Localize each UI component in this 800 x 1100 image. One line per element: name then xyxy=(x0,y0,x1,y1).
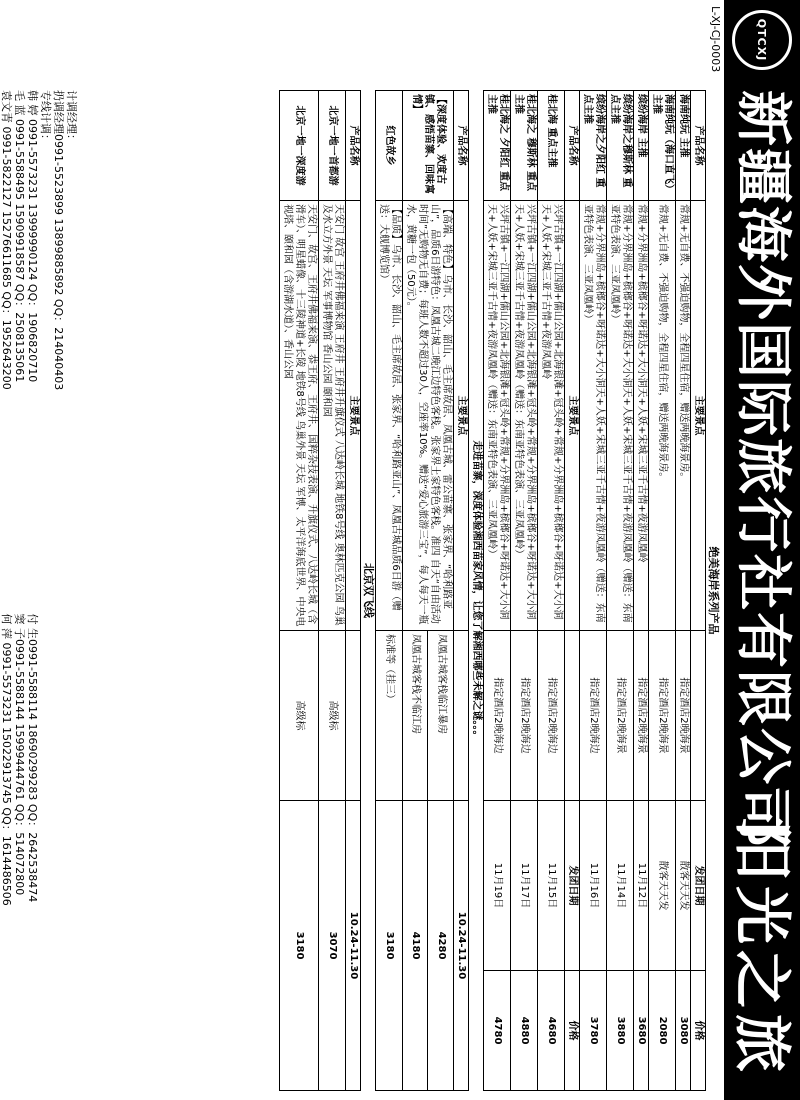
price: 4280 xyxy=(428,801,454,1091)
hotel: 指定酒店2晚海边 xyxy=(580,631,607,801)
price: 3070 xyxy=(319,801,346,1091)
product-name: 红色故乡 xyxy=(376,91,403,201)
header-cell: 产品名称 xyxy=(565,91,580,201)
contact-line: 毛 蓝 0991-5588495 15909918587 QQ：2508135061 xyxy=(13,90,26,383)
table-header-row xyxy=(346,91,361,1091)
doc-code: L-XJ-CJ-0003 xyxy=(709,6,722,73)
product-name: 缤纷海岸之穆斯林 重点主推 xyxy=(607,91,634,201)
manager-label: 计调经理： xyxy=(65,90,78,145)
header-cell: 主要景点 xyxy=(691,201,706,631)
table-row xyxy=(376,91,403,1091)
departure-date: 11月12日 xyxy=(634,801,649,971)
table-row xyxy=(428,91,454,1091)
product-name: 海南纯玩（海口直飞）主推 xyxy=(649,91,676,201)
hotel: 指定酒店2晚海景 xyxy=(607,631,634,801)
table-row xyxy=(319,91,346,1091)
product-name: 海南纯玩 主推 xyxy=(676,91,691,201)
hotel: 指定酒店2晚海景 xyxy=(634,631,649,801)
hotel: 标准等（挂三） xyxy=(376,631,403,801)
product-name: 桂北海之 穆斯林 重点主推 xyxy=(511,91,538,201)
table-row xyxy=(580,91,607,1091)
departure-date: 散客天天发 xyxy=(649,801,676,971)
price: 3180 xyxy=(376,801,403,1091)
itinerary: 兴坪古镇+一江四湖+儒山公园+北海银滩+冠头岭+常规+分界洲岛+槟榔谷+呀诺达+大小洞天+人妖+宋城三亚千古情+夜游凤凰岭（赠送：东南亚特色表演、三亚凤凰岭） xyxy=(484,201,511,631)
table-header-row xyxy=(691,91,706,1091)
table-row xyxy=(607,91,634,1091)
product-name: 桂北海 重点主推 xyxy=(538,91,565,201)
price: 4880 xyxy=(511,971,538,1091)
header-band xyxy=(724,0,800,1100)
table-row xyxy=(511,91,538,1091)
price: 3180 xyxy=(280,801,319,1091)
contact-line: 付 生0991-5588114 18690299283 QQ：2642538474 xyxy=(26,613,39,903)
header-cell: 主要景点 xyxy=(346,201,361,631)
hotel: 高级标 xyxy=(319,631,346,801)
product-name: 【深度体验、欢度古镇、感悟苗寨、回味寓情】 xyxy=(403,91,454,201)
header-cell xyxy=(346,631,361,801)
contact-line: 韩 婷 0991-5573231 13999990124 QQ：1906820710 xyxy=(26,90,39,383)
price: 3780 xyxy=(580,971,607,1091)
departure-date: 11月16日 xyxy=(580,801,607,971)
itinerary: 常规+分界洲岛+槟榔谷+呀诺达+大小洞天+人妖+宋城三亚千古情+夜游凤凰岭 xyxy=(634,201,649,631)
itinerary: 常规+分界洲岛+槟榔谷+呀诺达+大小洞天+人妖+宋城三亚千古情+夜游凤凰岭（赠送：东南亚特色表演、三亚凤凰岭） xyxy=(580,201,607,631)
section-title: 绝美海岸系列产品 xyxy=(707,546,720,635)
contacts-right xyxy=(0,614,39,1084)
itinerary: 兴坪古镇+一江四湖+儒山公园+北海银滩+冠头岭+常规+分界洲岛+槟榔谷+呀诺达+大小洞天+人妖+宋城三亚千古情+夜游凤凰岭（赠送：东南亚特色表演、三亚凤凰岭） xyxy=(511,201,538,631)
product-table xyxy=(279,90,720,1091)
itinerary: 兴坪古镇+一江四湖+儒山公园+北海银滩+冠头岭+常规+分界洲岛+槟榔谷+呀诺达+大小洞天+人妖+宋城三亚千古情+夜游凤凰岭 xyxy=(538,201,565,631)
table-row xyxy=(634,91,649,1091)
table-header-row xyxy=(454,91,469,1091)
table-header-row xyxy=(565,91,580,1091)
price: 2080 xyxy=(649,971,676,1091)
hotline-label: 专线计调： xyxy=(39,90,52,145)
header-cell: 价格 xyxy=(565,971,580,1091)
departure-date: 11月17日 xyxy=(511,801,538,971)
price: 3080 xyxy=(676,971,691,1091)
header-cell xyxy=(454,631,469,801)
hotel: 高级标 xyxy=(280,631,319,801)
hotel: 指定酒店2晚海景 xyxy=(676,631,691,801)
company-logo: QTCXJ xyxy=(732,10,792,70)
table-row xyxy=(676,91,691,1091)
product-tables xyxy=(279,90,720,1090)
price: 4780 xyxy=(484,971,511,1091)
table-row xyxy=(484,91,511,1091)
table-row xyxy=(280,91,319,1091)
section-note: 走进苗寨，深度体验湘西苗家风情，让您了解湘西哪些未解之谜。。。 xyxy=(471,440,482,741)
contact-line: 何 萍 0991-5573231 15022913745 QQ：1614486506 xyxy=(0,613,13,906)
header-cell: 发团日期 xyxy=(691,801,706,971)
header-cell xyxy=(691,631,706,801)
header-cell: 产品名称 xyxy=(691,91,706,201)
price: 3880 xyxy=(607,971,634,1091)
departure-date: 散客天天发 xyxy=(676,801,691,971)
price: 4680 xyxy=(538,971,565,1091)
price: 3680 xyxy=(634,971,649,1091)
header-cell: 主要景点 xyxy=(454,201,469,631)
header-cell: 10.24-11.30 xyxy=(346,801,361,1091)
itinerary: 常规+无自费、不强迫购物，全程四星住宿，赠送两晚海景房。 xyxy=(676,201,691,631)
product-name: 缤纷海岸之夕阳红 重点主推 xyxy=(580,91,607,201)
hotel: 指定酒店2晚海景 xyxy=(649,631,676,801)
contacts-left xyxy=(0,90,39,610)
contact-block xyxy=(0,90,78,1090)
contact-line: 窦 子0991-5588144 15999444761 QQ：514072800 xyxy=(13,613,26,896)
itinerary: 【高端、特色】乌市、长沙、韶山、毛主席故居、凤凰古城、雷公苗寨、张家界、“哈利路亚山”，品质6日游特色：凤凰古城二晚江边特色客栈。张家界土家特色客栈。准四 自天“自由活动时间”无购物无自费；每班人数不超过30人，空座率10%。赠送“爱心旅游三宝”，每人每天一瓶水，黄糖一包（50元）。 xyxy=(403,201,454,631)
itinerary: 常规+分界洲岛+槟榔谷+呀诺达+大小洞天+人妖+宋城三亚千古情+夜游凤凰岭（赠送：东南亚特色表演、三亚凤凰岭） xyxy=(607,201,634,631)
header-cell: 发团日期 xyxy=(565,801,580,971)
itinerary: 天安门 故宫 王府井佛福来演 王府井 王府井升旗仪式 八达岭长城 地铁8号线 奥林匹克公园 鸟巢及水立方外景 天坛 军事博物馆 香山公园 颐和园 xyxy=(319,201,346,631)
supervisor-line: 扔调经理0991-5523899 13899885892 QQ：214040403 xyxy=(52,90,65,391)
header-cell: 主要景点 xyxy=(565,201,580,631)
product-name: 桂北海之 夕阳红 重点主推 xyxy=(484,91,511,201)
product-name: 缤纷海岸 主推 xyxy=(634,91,649,201)
header-cell: 10.24-11.30 xyxy=(454,801,469,1091)
brand-name: 阳光之旅 xyxy=(728,821,796,1078)
hotel: 凤凰古城客栈临江暴房 xyxy=(428,631,454,801)
hotel: 指定酒店2晚海边 xyxy=(538,631,565,801)
departure-date: 11月15日 xyxy=(538,801,565,971)
company-name: 新疆海外国际旅行社有限公司 xyxy=(730,90,795,844)
table-row xyxy=(649,91,676,1091)
section-title: 北京双飞线 xyxy=(362,563,375,618)
itinerary: 【品质】乌市、长沙、韶山、毛主席故居、张家界、“哈利路亚山”、凤凰古城品质6日游（赠送：大舰博览馆） xyxy=(376,201,403,631)
hotel: 指定酒店2晚海边 xyxy=(484,631,511,801)
header-cell: 产品名称 xyxy=(346,91,361,201)
product-name: 北京一地一深度游 xyxy=(280,91,319,201)
table-row xyxy=(538,91,565,1091)
contact-line: 袁文青 0991-5822127 15276611685 QQ：1952643200 xyxy=(0,90,13,390)
hotel: 指定酒店2晚海边 xyxy=(511,631,538,801)
departure-date: 11月14日 xyxy=(607,801,634,971)
product-name: 北京一地一首都游 xyxy=(319,91,346,201)
header-cell xyxy=(565,631,580,801)
hotel: 凤凰古城客栈不临江房 xyxy=(403,631,429,801)
itinerary: 常规+无自费、不强迫购物，全程四星住宿，赠送两晚海景房。 xyxy=(649,201,676,631)
header-cell: 产品名称 xyxy=(454,91,469,201)
price: 4180 xyxy=(403,801,429,1091)
header-cell: 价格 xyxy=(691,971,706,1091)
departure-date: 11月19日 xyxy=(484,801,511,971)
itinerary: 天安门、故宫、王府井佛福来演、恭王府、王府井、国粹杂技表演、升旗仪式、八达岭长城（含滑车）、明星蜡像、十三陵神道+长陵 地铁8号线 鸟巢外景 天坛 军博、太平洋海底世界、中央电视塔、颐和园（含游湖水道）、香山公园 xyxy=(280,201,319,631)
